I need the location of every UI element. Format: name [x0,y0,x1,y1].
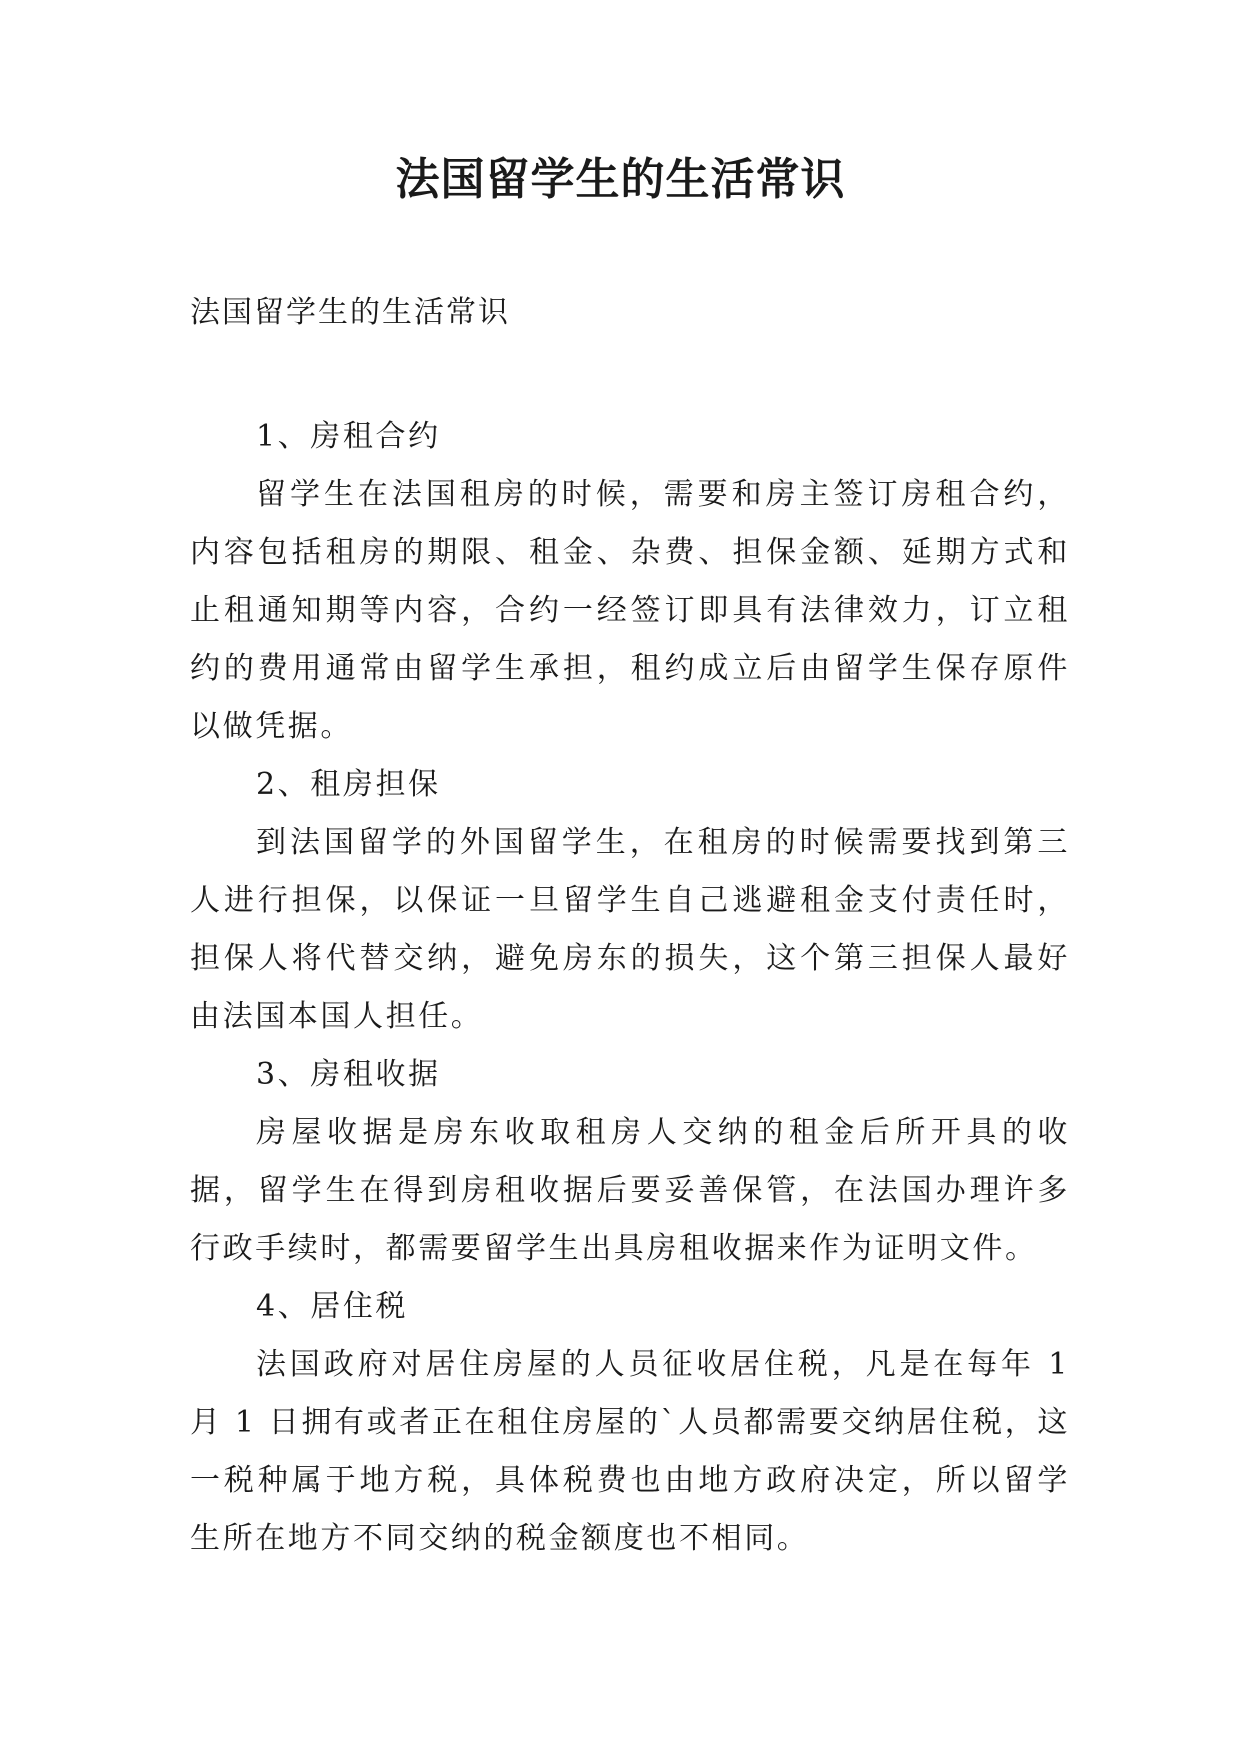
section-body-residence-tax: 法国政府对居住房屋的人员征收居住税，凡是在每年 1 月 1 日拥有或者正在租住房屋的`人员都需要交纳居住税，这一税种属于地方税，具体税费也由地方政府决定，所以留学生所在地方不同交纳的税金额度也不相同。 [190,1347,1070,1556]
document-subtitle: 法国留学生的生活常识 [190,295,510,330]
section-heading-rental-guarantee: 2、租房担保 [256,767,441,802]
section-heading-residence-tax: 4、居住税 [256,1289,409,1324]
section-heading-rent-receipt: 3、房租收据 [256,1057,441,1092]
document-title: 法国留学生的生活常识 [395,154,846,205]
section-body-rental-contract: 留学生在法国租房的时候，需要和房主签订房租合约，内容包括租房的期限、租金、杂费、担保金额、延期方式和止租通知期等内容，合约一经签订即具有法律效力，订立租约的费用通常由留学生承担，租约成立后由留学生保存原件以做凭据。 [190,477,1070,744]
section-body-rental-guarantee: 到法国留学的外国留学生，在租房的时候需要找到第三人进行担保，以保证一旦留学生自己逃避租金支付责任时，担保人将代替交纳，避免房东的损失，这个第三担保人最好由法国本国人担任。 [190,825,1070,1034]
section-heading-rental-contract: 1、房租合约 [256,419,441,454]
document-body [190,408,1070,1568]
section-body-rent-receipt: 房屋收据是房东收取租房人交纳的租金后所开具的收据，留学生在得到房租收据后要妥善保管，在法国办理许多行政手续时，都需要留学生出具房租收据来作为证明文件。 [190,1115,1070,1266]
